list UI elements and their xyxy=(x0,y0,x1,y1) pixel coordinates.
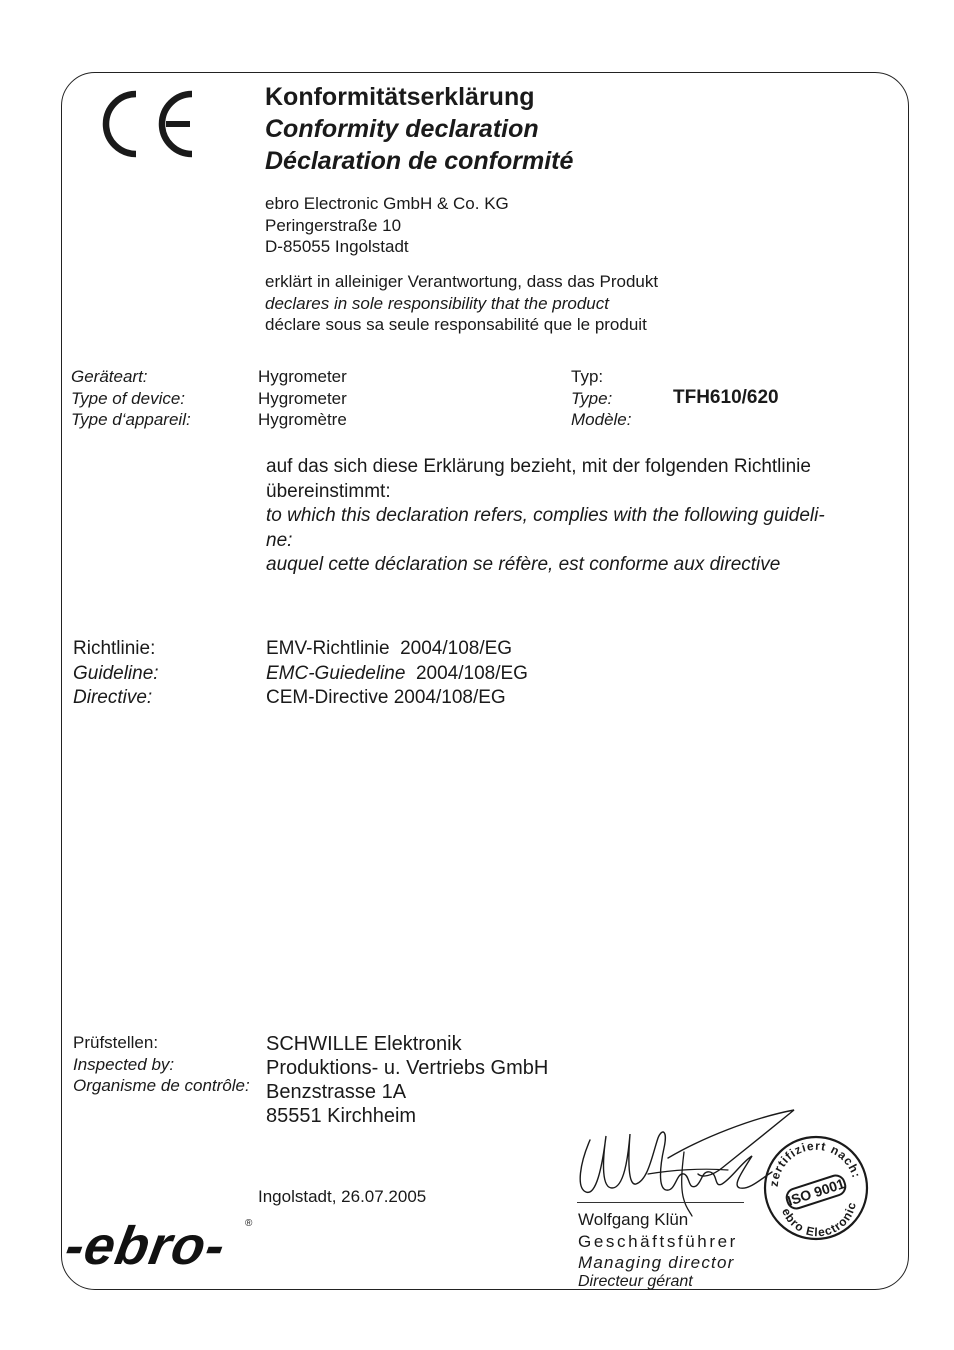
guideline-labels xyxy=(73,637,159,711)
conformity-french-line1: auquel cette déclaration se réfère, est conforme aux directive xyxy=(266,554,781,575)
svg-text:zertifiziert nach:: zertifiziert nach: xyxy=(766,1138,864,1188)
model-number: TFH610/620 xyxy=(673,387,779,408)
device-label-english: Type of device: xyxy=(71,388,186,408)
inspection-labels xyxy=(73,1032,250,1097)
signer-title-french: Directeur gérant xyxy=(578,1272,693,1290)
title-french: Déclaration de conformité xyxy=(265,147,574,175)
ebro-brand-logo: -ebro- xyxy=(60,1216,231,1276)
company-address xyxy=(265,193,509,258)
device-label-french: Type d‘appareil: xyxy=(71,410,191,429)
device-label-german: Geräteart: xyxy=(71,367,148,386)
device-value-german: Hygrometer xyxy=(258,367,347,386)
inspection-label-french: Organisme de contrôle: xyxy=(73,1076,250,1095)
guideline-values xyxy=(266,637,528,711)
guideline-value-german xyxy=(266,637,528,662)
device-value-english: Hygrometer xyxy=(258,388,347,408)
conformity-german-line1: auf das sich diese Erklärung bezieht, mit der folgenden Richtlinie xyxy=(266,456,811,477)
guideline-value-french: CEM-Directive 2004/108/EG xyxy=(266,687,506,708)
model-label-german: Typ: xyxy=(571,367,604,386)
ce-mark-logo xyxy=(96,88,200,160)
svg-text:ISO 9001: ISO 9001 xyxy=(785,1175,847,1209)
guideline-number-english: 2004/108/EG xyxy=(415,662,528,684)
guideline-name-german: EMV-Richtlinie xyxy=(266,638,390,659)
responsibility-statement xyxy=(265,271,658,336)
guideline-name-english: EMC-Guiedeline xyxy=(266,662,406,684)
inspection-address xyxy=(266,1032,548,1128)
guideline-label-german: Richtlinie: xyxy=(73,638,156,659)
conformity-english-line1: to which this declaration refers, complies with the following guideli- xyxy=(266,505,825,526)
registered-trademark-mark: ® xyxy=(245,1218,253,1229)
model-labels xyxy=(571,366,631,431)
inspector-name: SCHWILLE Elektronik xyxy=(266,1033,462,1055)
inspection-label-german: Prüfstellen: xyxy=(73,1033,159,1052)
conformity-english-line2: ne: xyxy=(266,529,293,551)
svg-text:ebro Electronic: ebro Electronic xyxy=(778,1200,860,1240)
statement-german: erklärt in alleiniger Verantwortung, dass das Produkt xyxy=(265,272,659,291)
title-german: Konformitätserklärung xyxy=(265,83,535,111)
guideline-value-english xyxy=(266,662,528,687)
inspection-label-english: Inspected by: xyxy=(73,1054,175,1074)
statement-french: déclare sous sa seule responsabilité que le produit xyxy=(265,315,647,334)
inspector-company: Produktions- u. Vertriebs GmbH xyxy=(266,1057,549,1079)
place-date: Ingolstadt, 26.07.2005 xyxy=(258,1187,427,1206)
device-type-labels xyxy=(71,366,191,431)
device-value-french: Hygromètre xyxy=(258,410,347,429)
signer-title-german: Geschäftsführer xyxy=(578,1231,738,1251)
device-type-values xyxy=(258,366,347,431)
model-label-english: Type: xyxy=(571,388,613,408)
company-city: D-85055 Ingolstadt xyxy=(265,237,409,256)
conformity-statement xyxy=(266,455,825,578)
company-street: Peringerstraße 10 xyxy=(265,215,402,235)
guideline-number-german: 2004/108/EG xyxy=(400,638,513,659)
signer-block xyxy=(578,1209,738,1290)
signer-title-english: Managing director xyxy=(578,1253,735,1272)
title-english: Conformity declaration xyxy=(265,115,539,143)
company-name: ebro Electronic GmbH & Co. KG xyxy=(265,194,509,213)
inspector-city: 85551 Kirchheim xyxy=(266,1105,417,1127)
statement-english: declares in sole responsibility that the product xyxy=(265,293,609,313)
iso-9001-seal xyxy=(760,1132,872,1244)
signature-line xyxy=(577,1202,744,1203)
model-label-french: Modèle: xyxy=(571,410,632,429)
conformity-german-line2: übereinstimmt: xyxy=(266,480,391,502)
signer-name: Wolfgang Klün xyxy=(578,1210,689,1229)
inspector-street: Benzstrasse 1A xyxy=(266,1081,407,1103)
guideline-label-english: Guideline: xyxy=(73,662,159,684)
guideline-label-french: Directive: xyxy=(73,687,153,708)
